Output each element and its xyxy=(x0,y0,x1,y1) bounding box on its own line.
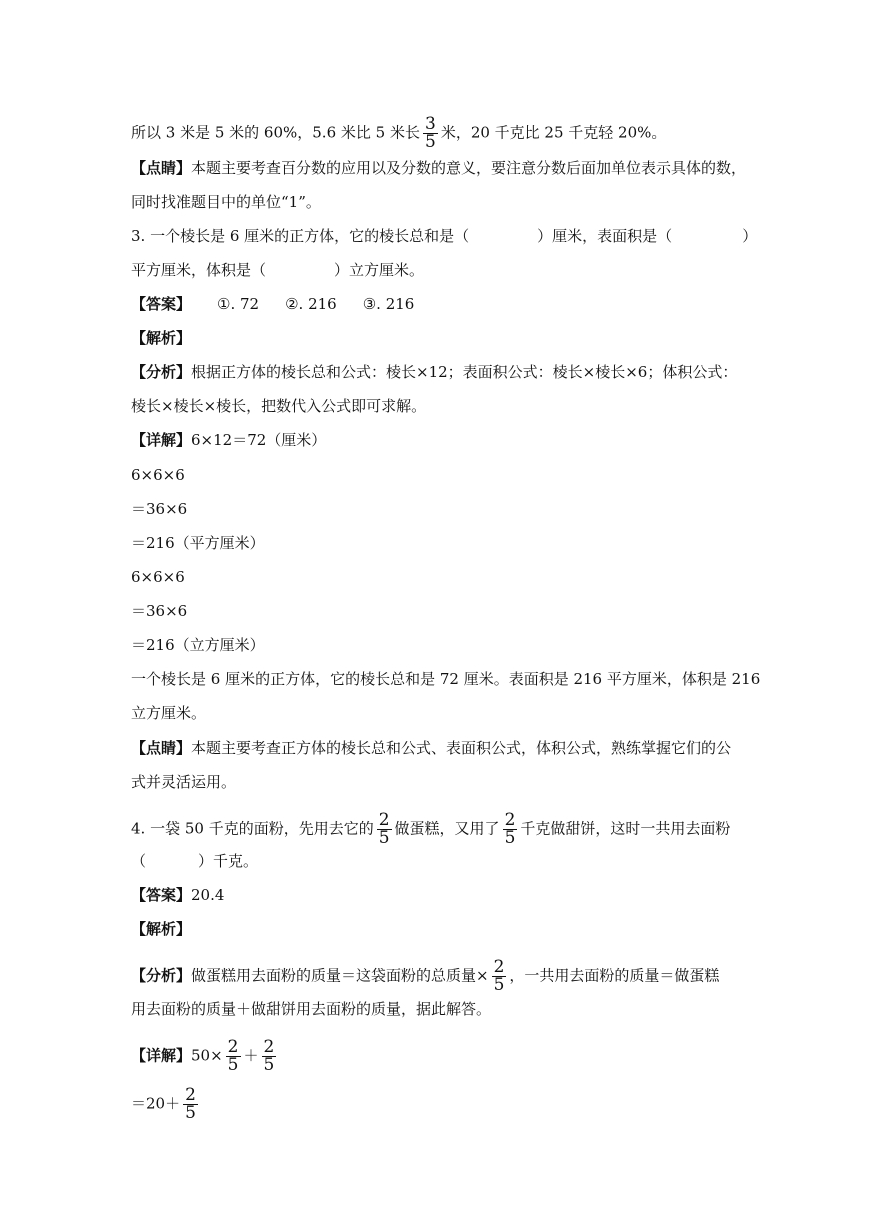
text: ＝20＋ xyxy=(131,1094,181,1113)
text: 做蛋糕用去面粉的质量＝这袋面粉的总质量× xyxy=(191,966,489,985)
numerator: 2 xyxy=(504,810,516,830)
denominator: 5 xyxy=(263,1055,275,1075)
text: 4. 一袋 50 千克的面粉，先用去它的 xyxy=(131,819,374,838)
line-text: 立方厘米。 xyxy=(131,704,207,722)
numerator: 2 xyxy=(378,810,390,830)
answer-item: ①. 72 xyxy=(217,295,260,313)
text: 所以 3 米是 5 米的 60%，5.6 米比 5 米长 xyxy=(131,123,420,142)
formula-line: ＝36×6 xyxy=(131,602,188,620)
formula-line xyxy=(131,1087,201,1122)
tag-label: 【详解】 xyxy=(131,431,192,449)
fraction xyxy=(377,812,392,847)
text: 千克做甜饼，这时一共用去面粉 xyxy=(520,819,731,838)
denominator: 5 xyxy=(185,1103,196,1123)
text: 3. 一个棱长是 6 厘米的正方体，它的棱长总和是（ xyxy=(131,227,470,245)
section-label: 【解析】 xyxy=(131,920,192,938)
fraction xyxy=(226,1039,241,1074)
fraction xyxy=(183,1087,198,1122)
denominator: 5 xyxy=(424,132,436,152)
text: ） xyxy=(742,227,758,245)
tag-label: 【详解】 xyxy=(131,1046,192,1065)
text: 平方厘米，体积是（ xyxy=(131,261,267,279)
section-label: 【解析】 xyxy=(131,329,192,347)
line-percent-summary xyxy=(131,116,666,151)
text: ）立方厘米。 xyxy=(334,261,425,279)
tag-label: 【点睛】 xyxy=(131,739,192,757)
numerator: 2 xyxy=(263,1037,275,1057)
tag-label: 【分析】 xyxy=(131,966,192,985)
text: 6×12＝72（厘米） xyxy=(191,431,327,449)
analysis-line xyxy=(131,362,737,382)
fraction xyxy=(503,812,518,847)
line-text: 同时找准题目中的单位“1”。 xyxy=(131,193,321,211)
formula-line: 6×6×6 xyxy=(131,568,185,586)
formula-line: 6×6×6 xyxy=(131,466,185,484)
numerator: 3 xyxy=(424,114,436,134)
text: ，一共用去面粉的质量＝做蛋糕 xyxy=(509,966,720,985)
numerator: 2 xyxy=(493,957,505,977)
text: （ xyxy=(131,852,147,870)
denominator: 5 xyxy=(227,1055,239,1075)
operator: ＋ xyxy=(243,1046,259,1065)
question-3-line2 xyxy=(131,260,424,280)
text: 根据正方体的棱长总和公式：棱长×12；表面积公式：棱长×棱长×6；体积公式： xyxy=(191,363,738,381)
formula-line: ＝216（立方厘米） xyxy=(131,636,265,654)
denominator: 5 xyxy=(493,975,505,995)
text: 米，20 千克比 25 千克轻 20%。 xyxy=(440,123,667,142)
question-4 xyxy=(131,812,730,847)
question-4-line2 xyxy=(131,851,258,871)
answer-line xyxy=(131,294,414,314)
answer-line xyxy=(131,885,224,905)
formula-line: ＝36×6 xyxy=(131,500,188,518)
text: 做蛋糕，又用了 xyxy=(394,819,500,838)
formula-line: ＝216（平方厘米） xyxy=(131,534,265,552)
tag-label: 【分析】 xyxy=(131,363,192,381)
tag-label: 【点睛】 xyxy=(131,159,192,177)
answer-item: ②. 216 xyxy=(285,295,337,313)
text: 20.4 xyxy=(191,886,225,904)
fraction xyxy=(262,1039,277,1074)
conclusion-line: 一个棱长是 6 厘米的正方体，它的棱长总和是 72 厘米。表面积是 216 平方厘米，体积是 216 xyxy=(131,670,761,688)
line-text: 棱长×棱长×棱长，把数代入公式即可求解。 xyxy=(131,397,427,415)
line-comment xyxy=(131,158,746,178)
answer-item: ③. 216 xyxy=(362,295,415,313)
numerator: 2 xyxy=(227,1037,239,1057)
denominator: 5 xyxy=(504,828,516,848)
detail-line xyxy=(131,1039,279,1074)
analysis-line xyxy=(131,959,719,994)
text: ）千克。 xyxy=(198,852,259,870)
text: 本题主要考查正方体的棱长总和公式、表面积公式，体积公式，熟练掌握它们的公 xyxy=(191,739,732,757)
tag-label: 【答案】 xyxy=(131,295,192,313)
text: ）厘米，表面积是（ xyxy=(537,227,673,245)
fraction xyxy=(492,959,507,994)
line-text: 式并灵活运用。 xyxy=(131,773,237,791)
tag-label: 【答案】 xyxy=(131,886,192,904)
detail-line xyxy=(131,430,326,450)
denominator: 5 xyxy=(378,828,390,848)
fraction xyxy=(423,116,438,151)
question-3 xyxy=(131,226,757,246)
line-text: 用去面粉的质量＋做甜饼用去面粉的质量，据此解答。 xyxy=(131,1000,492,1018)
text: 50× xyxy=(191,1046,223,1065)
line-comment xyxy=(131,738,731,758)
text: 本题主要考查百分数的应用以及分数的意义，要注意分数后面加单位表示具体的数， xyxy=(191,159,747,177)
numerator: 2 xyxy=(185,1085,196,1105)
